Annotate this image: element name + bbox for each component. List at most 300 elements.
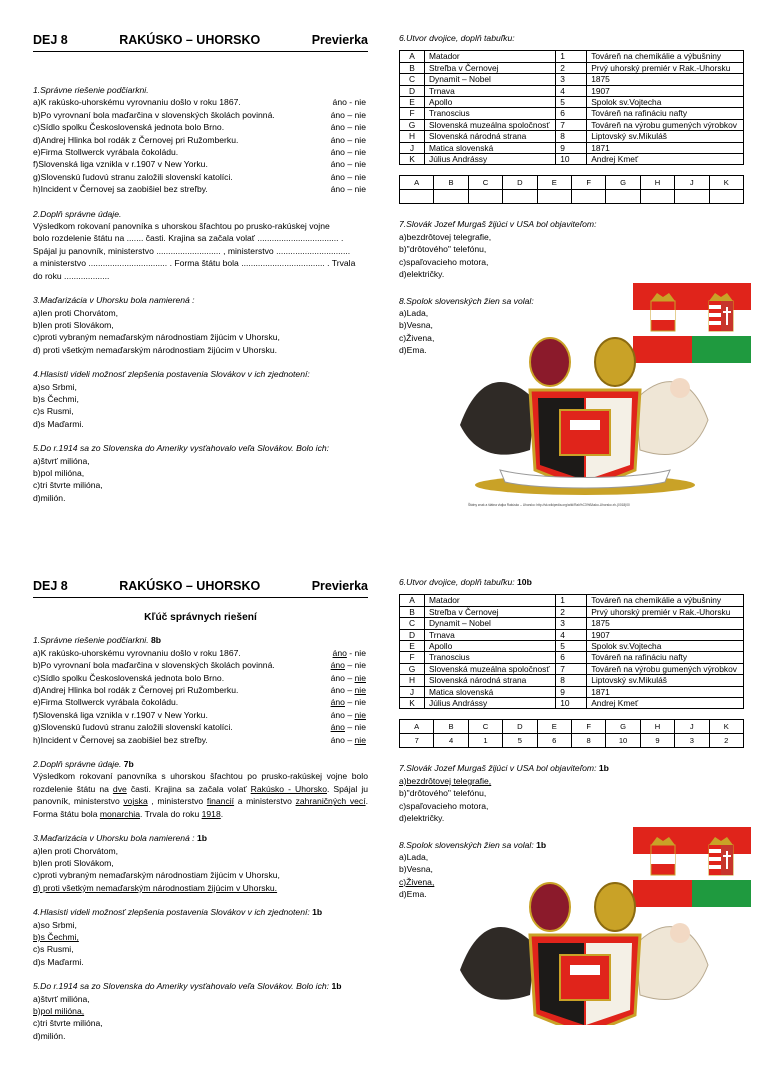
answer-option: d)milión. xyxy=(33,1030,66,1041)
pairs-row xyxy=(400,629,744,640)
pairs-row xyxy=(400,606,744,617)
pair-right: Továreň na chemikálie a výbušniny xyxy=(587,51,744,62)
pair-number: 1 xyxy=(556,595,587,606)
answer-options xyxy=(331,672,368,684)
question-7 xyxy=(399,762,629,824)
option-nie: nie xyxy=(354,647,366,658)
pairs-row xyxy=(400,641,744,652)
pair-left: Slovenská národná strana xyxy=(425,131,556,142)
blank-line: bolo rozdelenie štátu na ....... časti. Krajina sa začala volať .................................. . xyxy=(33,233,344,244)
answer-option: b)Vesna, xyxy=(399,864,433,875)
answer-option: b)len proti Slovákom, xyxy=(33,857,114,868)
question-3 xyxy=(33,832,368,894)
pair-left: Dynamit – Nobel xyxy=(425,618,556,629)
option-nie: nie xyxy=(354,722,366,733)
pair-right: Prvý uhorský premiér v Rak.-Uhorsku xyxy=(587,606,744,617)
option-ano: áno xyxy=(330,159,345,170)
option-nie: nie xyxy=(354,134,366,145)
pair-left: Streľba v Černovej xyxy=(425,606,556,617)
pairs-row xyxy=(400,686,744,697)
pairs-row xyxy=(400,595,744,606)
pair-right: Andrej Kmeť xyxy=(587,154,744,165)
grid-answer: 2 xyxy=(709,734,743,748)
grid-letter: A xyxy=(400,720,434,734)
grid-answer: 7 xyxy=(400,734,434,748)
test-type: Previerka xyxy=(311,579,368,593)
pair-right: 1907 xyxy=(587,629,744,640)
question-title: 4.Hlasisti videli možnosť zlepšenia postavenia Slovákov v ich zjednotení: 1b xyxy=(33,907,323,918)
lesson-label: DEJ 8 xyxy=(33,33,68,47)
question-title: 8.Spolok slovenských žien sa volal: 1b xyxy=(399,839,547,850)
option-nie: nie xyxy=(354,734,366,745)
answer-option: a)bezdrôtovej telegrafie, xyxy=(399,231,492,242)
option-separator: – xyxy=(344,122,355,133)
pair-right: Liptovský sv.Mikuláš xyxy=(587,675,744,686)
pair-number: 8 xyxy=(556,675,587,686)
question-title: 5.Do r.1914 sa zo Slovenska do Ameriky vysťahovalo veľa Slovákov. Bolo ich: xyxy=(33,443,330,454)
pairs-row xyxy=(400,663,744,674)
grid-letters-row xyxy=(400,720,744,734)
blank-line: a ministerstvo ................................. . Forma štátu bola ................................... . Trvala xyxy=(33,258,356,269)
pair-number: 2 xyxy=(556,62,587,73)
question-3 xyxy=(33,294,368,356)
grid-answer xyxy=(675,190,709,204)
pairs-row xyxy=(400,131,744,142)
statement-text: d)Andrej Hlinka bol rodák z Černovej pri Ružomberku. xyxy=(33,685,239,696)
option-nie: nie xyxy=(354,171,366,182)
option-ano: áno xyxy=(330,734,345,745)
pair-right: Spolok sv.Vojtecha xyxy=(587,97,744,108)
question-6-title: 6.Utvor dvojice, doplň tabuľku: 10b xyxy=(399,577,532,587)
blank-line: do roku ................... xyxy=(33,270,110,281)
option-separator: – xyxy=(344,109,355,120)
grid-answers-row xyxy=(400,734,744,748)
grid-letter: B xyxy=(434,720,468,734)
option-separator: – xyxy=(344,171,355,182)
answer-options xyxy=(331,134,368,146)
topic-title: RAKÚSKO – UHORSKO xyxy=(119,33,261,47)
statement-row xyxy=(33,721,368,733)
points: 7b xyxy=(123,759,134,770)
statement-row xyxy=(33,146,368,158)
statement-row xyxy=(33,684,368,696)
topic-title: RAKÚSKO – UHORSKO xyxy=(119,579,261,593)
option-ano: áno xyxy=(330,697,345,708)
answer-option: c)tri štvrte milióna, xyxy=(33,480,103,491)
pairs-row xyxy=(400,108,744,119)
answer-option: d)Ema. xyxy=(399,889,427,900)
option-ano: áno xyxy=(332,647,347,658)
pair-left: Trnava xyxy=(425,629,556,640)
option-nie: nie xyxy=(354,685,366,696)
grid-letter: K xyxy=(709,176,743,190)
statement-row xyxy=(33,96,368,108)
test-type: Previerka xyxy=(311,33,368,47)
statement-row xyxy=(33,158,368,170)
pair-left: Július Andrássy xyxy=(425,698,556,709)
points: 10b xyxy=(517,577,532,587)
answer-key-sheet xyxy=(0,565,768,1077)
option-ano: áno xyxy=(330,660,345,671)
pair-number: 1 xyxy=(556,51,587,62)
answer-option: b)pol milióna, xyxy=(33,467,85,478)
grid-letter: A xyxy=(400,176,434,190)
pair-number: 7 xyxy=(556,663,587,674)
answer-option: c)s Rusmi, xyxy=(33,406,74,417)
coat-of-arms-image xyxy=(440,875,730,1025)
answer-option: c)proti vybraným nemaďarským národnostiam žijúcim v Uhorsku, xyxy=(33,332,280,343)
header xyxy=(33,578,368,598)
pair-left: Dynamit – Nobel xyxy=(425,74,556,85)
answer-grid xyxy=(399,175,744,204)
answer-option: a)len proti Chorvátom, xyxy=(33,307,119,318)
answer-option: d)s Maďarmi. xyxy=(33,956,84,967)
pair-left: Július Andrássy xyxy=(425,154,556,165)
option-separator: – xyxy=(344,685,355,696)
pair-number: 3 xyxy=(556,74,587,85)
statement-text: c)Sídlo spolku Československá jednota bolo Brno. xyxy=(33,672,225,683)
option-nie: nie xyxy=(354,159,366,170)
statement-text: d)Andrej Hlinka bol rodák z Černovej pri Ružomberku. xyxy=(33,134,239,145)
question-6-title: 6.Utvor dvojice, doplň tabuľku: xyxy=(399,33,515,43)
pair-number: 8 xyxy=(556,131,587,142)
pair-left: Slovenská národná strana xyxy=(425,675,556,686)
points: 1b xyxy=(331,981,342,992)
answer-option: c)Živena, xyxy=(399,332,435,343)
grid-answers-row xyxy=(400,190,744,204)
pair-right: Andrej Kmeť xyxy=(587,698,744,709)
pair-right: Spolok sv.Vojtecha xyxy=(587,641,744,652)
option-ano: áno xyxy=(330,722,345,733)
points: 1b xyxy=(598,763,609,774)
answer-options xyxy=(331,659,368,671)
option-ano: áno xyxy=(330,709,345,720)
pair-right: 1875 xyxy=(587,74,744,85)
option-ano: áno xyxy=(330,122,345,133)
grid-letter: J xyxy=(675,176,709,190)
statement-row xyxy=(33,171,368,183)
pair-number: 10 xyxy=(556,698,587,709)
grid-answer xyxy=(709,190,743,204)
pairs-table xyxy=(399,594,744,709)
answer-option: a)Lada, xyxy=(399,851,429,862)
coat-of-arms-image xyxy=(440,330,730,500)
pair-left: Apollo xyxy=(425,641,556,652)
option-separator: – xyxy=(344,697,355,708)
grid-answer xyxy=(503,190,537,204)
pair-letter: B xyxy=(400,606,425,617)
question-4 xyxy=(33,906,368,968)
option-separator: – xyxy=(344,734,355,745)
statement-text: h)Incident v Černovej sa zaobišiel bez streľby. xyxy=(33,184,208,195)
pair-right: 1871 xyxy=(587,142,744,153)
answer-option: b)pol milióna, xyxy=(33,1005,85,1016)
option-separator: – xyxy=(344,147,355,158)
statement-row xyxy=(33,709,368,721)
pairs-table xyxy=(399,50,744,165)
image-credit: Štátny znak a štátna vlajka Rakúsko – Uhorsko: http://sk.wikipedia.org/wiki/Rak%C3%BAsko-Uhorsko zh-(0018)00 xyxy=(468,503,630,507)
pair-number: 10 xyxy=(556,154,587,165)
question-title: 8.Spolok slovenských žien sa volal: xyxy=(399,295,534,306)
statement-text: f)Slovenská liga vznikla v r.1907 v New Yorku. xyxy=(33,159,208,170)
question-title: 2.Doplň správne údaje. 7b xyxy=(33,759,134,770)
pair-number: 5 xyxy=(556,97,587,108)
answer-option: a)štvrť milióna, xyxy=(33,455,90,466)
question-1 xyxy=(33,84,368,196)
option-separator: - xyxy=(346,647,355,658)
option-separator: – xyxy=(344,672,355,683)
answer-options xyxy=(331,171,368,183)
pair-number: 9 xyxy=(556,686,587,697)
pair-letter: J xyxy=(400,686,425,697)
pairs-row xyxy=(400,85,744,96)
question-title: 1.Správne riešenie podčiarkni. xyxy=(33,85,149,95)
blank-line: Spájal ju panovník, ministerstvo ........................... , ministerstvo ............................... xyxy=(33,245,351,256)
answer-key-title: Kľúč správnych riešení xyxy=(144,612,257,623)
answer-option: a)bezdrôtovej telegrafie, xyxy=(399,775,492,786)
question-title: 5.Do r.1914 sa zo Slovenska do Ameriky vysťahovalo veľa Slovákov. Bolo ich: 1b xyxy=(33,981,342,992)
option-ano: áno xyxy=(330,109,345,120)
answer-option: d) proti všetkým nemaďarským národnostiam žijúcim v Uhorsku. xyxy=(33,882,278,893)
option-nie: nie xyxy=(354,697,366,708)
answer-option: c)s Rusmi, xyxy=(33,944,74,955)
question-2 xyxy=(33,758,368,820)
grid-answer xyxy=(400,190,434,204)
pairs-row xyxy=(400,119,744,130)
statement-row xyxy=(33,121,368,133)
grid-letter: F xyxy=(571,720,605,734)
statement-text: e)Firma Stollwerck vyrábala čokoládu. xyxy=(33,697,179,708)
pair-letter: F xyxy=(400,108,425,119)
pair-right: Továreň na rafináciu nafty xyxy=(587,108,744,119)
pair-number: 3 xyxy=(556,618,587,629)
grid-letter: E xyxy=(537,176,571,190)
pair-number: 4 xyxy=(556,629,587,640)
pair-number: 6 xyxy=(556,108,587,119)
pair-letter: C xyxy=(400,74,425,85)
option-nie: nie xyxy=(354,147,366,158)
pair-letter: K xyxy=(400,698,425,709)
pair-left: Tranoscius xyxy=(425,652,556,663)
answer-options xyxy=(331,684,368,696)
question-title: 3.Maďarizácia v Uhorsku bola namierená : xyxy=(33,295,195,306)
answer-option: c)tri štvrte milióna, xyxy=(33,1018,103,1029)
answer-option: b)"drôtového" telefónu, xyxy=(399,788,487,799)
grid-answer xyxy=(571,190,605,204)
option-nie: nie xyxy=(354,97,366,108)
option-separator: - xyxy=(346,97,355,108)
pair-letter: D xyxy=(400,629,425,640)
pair-letter: B xyxy=(400,62,425,73)
answer-option: c)spaľovacieho motora, xyxy=(399,256,489,267)
pairs-row xyxy=(400,652,744,663)
grid-letter: C xyxy=(468,176,502,190)
question-title: 3.Maďarizácia v Uhorsku bola namierená : 1b xyxy=(33,833,207,844)
pair-letter: F xyxy=(400,652,425,663)
option-nie: nie xyxy=(354,109,366,120)
answer-option: a)štvrť milióna, xyxy=(33,993,90,1004)
pair-number: 6 xyxy=(556,652,587,663)
pairs-row xyxy=(400,74,744,85)
answer-option: c)proti vybraným nemaďarským národnostiam žijúcim v Uhorsku, xyxy=(33,870,280,881)
question-title: 2.Doplň správne údaje. xyxy=(33,208,122,219)
pair-left: Tranoscius xyxy=(425,108,556,119)
pairs-row xyxy=(400,154,744,165)
statement-text: h)Incident v Černovej sa zaobišiel bez streľby. xyxy=(33,734,208,745)
grid-answer xyxy=(537,190,571,204)
pair-letter: A xyxy=(400,595,425,606)
pair-left: Slovenská muzeálna spoločnosť xyxy=(425,663,556,674)
grid-answer: 8 xyxy=(571,734,605,748)
pair-number: 4 xyxy=(556,85,587,96)
answer-options xyxy=(331,109,368,121)
statement-text: a)K rakúsko-uhorskému vyrovnaniu došlo v roku 1867. xyxy=(33,97,241,108)
statement-row xyxy=(33,659,368,671)
question-title: 7.Slovák Jozef Murgaš žijúci v USA bol objaviteľom: 1b xyxy=(399,763,609,774)
statement-text: e)Firma Stollwerck vyrábala čokoládu. xyxy=(33,147,179,158)
points: 1b xyxy=(536,839,547,850)
option-ano: áno xyxy=(330,147,345,158)
grid-letter: D xyxy=(503,176,537,190)
question-1 xyxy=(33,634,368,746)
grid-answer xyxy=(468,190,502,204)
option-ano: áno xyxy=(330,685,345,696)
answer-options xyxy=(331,709,368,721)
grid-letter: F xyxy=(571,176,605,190)
grid-answer: 1 xyxy=(468,734,502,748)
pairs-row xyxy=(400,51,744,62)
statement-text: b)Po vyrovnaní bola maďarčina v slovenských školách povinná. xyxy=(33,109,275,120)
grid-letter: K xyxy=(709,720,743,734)
pair-right: Liptovský sv.Mikuláš xyxy=(587,131,744,142)
answer-option: b)len proti Slovákom, xyxy=(33,319,114,330)
test-sheet xyxy=(0,0,768,512)
option-separator: – xyxy=(344,159,355,170)
answer-option: b)Vesna, xyxy=(399,320,433,331)
filled-paragraph: Výsledkom rokovaní panovníka s uhorskou šľachtou po prusko-rakúskej vojne bolo rozdelenie štátu na dve časti. Krajina sa začala volať Rakúsko - Uhorsko. Spájal ju panovník, ministerstvo vojska , ministerstvo financií a ministerstvo zahraničných vecí. Forma štátu bola monarchia. Trvala do roku 1918. xyxy=(33,771,369,819)
pair-letter: H xyxy=(400,675,425,686)
grid-letter: G xyxy=(606,176,640,190)
option-nie: nie xyxy=(354,672,366,683)
answer-option: d)električky. xyxy=(399,269,445,280)
pair-number: 5 xyxy=(556,641,587,652)
pair-letter: H xyxy=(400,131,425,142)
grid-letters-row xyxy=(400,176,744,190)
statement-text: g)Slovenskú ľudovú stranu založili slovenskí katolíci. xyxy=(33,722,233,733)
answer-option: d)s Maďarmi. xyxy=(33,418,84,429)
answer-option: a)len proti Chorvátom, xyxy=(33,845,119,856)
question-2 xyxy=(33,208,368,282)
answer-option: d) proti všetkým nemaďarským národnostiam žijúcim v Uhorsku. xyxy=(33,344,278,355)
grid-answer: 10 xyxy=(606,734,640,748)
answer-option: d)Ema. xyxy=(399,345,427,356)
statement-row xyxy=(33,696,368,708)
pair-right: 1871 xyxy=(587,686,744,697)
statement-row xyxy=(33,134,368,146)
answer-options xyxy=(331,146,368,158)
answer-options xyxy=(331,721,368,733)
option-ano: áno xyxy=(330,171,345,182)
grid-letter: H xyxy=(640,720,674,734)
grid-letter: E xyxy=(537,720,571,734)
grid-answer: 4 xyxy=(434,734,468,748)
option-nie: nie xyxy=(354,709,366,720)
pairs-row xyxy=(400,618,744,629)
answer-grid xyxy=(399,719,744,748)
pair-left: Matador xyxy=(425,595,556,606)
grid-answer: 5 xyxy=(503,734,537,748)
pair-letter: A xyxy=(400,51,425,62)
answer-option: a)so Srbmi, xyxy=(33,919,77,930)
answer-option: a)Lada, xyxy=(399,307,429,318)
answer-options xyxy=(333,96,368,108)
pair-left: Matica slovenská xyxy=(425,142,556,153)
pair-left: Matador xyxy=(425,51,556,62)
option-nie: nie xyxy=(354,184,366,195)
option-separator: – xyxy=(344,709,355,720)
pair-left: Trnava xyxy=(425,85,556,96)
pairs-row xyxy=(400,97,744,108)
grid-answer xyxy=(606,190,640,204)
option-nie: nie xyxy=(354,660,366,671)
option-separator: – xyxy=(344,184,355,195)
grid-letter: J xyxy=(675,720,709,734)
question-4 xyxy=(33,368,368,430)
pair-letter: E xyxy=(400,641,425,652)
statement-row xyxy=(33,183,368,195)
pair-right: Továreň na rafináciu nafty xyxy=(587,652,744,663)
grid-answer xyxy=(640,190,674,204)
pair-left: Streľba v Černovej xyxy=(425,62,556,73)
pair-letter: E xyxy=(400,97,425,108)
pair-right: Továreň na chemikálie a výbušniny xyxy=(587,595,744,606)
question-5 xyxy=(33,980,368,1042)
pair-right: Továreň na výrobu gumených výrobkov xyxy=(587,663,744,674)
statement-text: c)Sídlo spolku Československá jednota bolo Brno. xyxy=(33,122,225,133)
option-ano: áno xyxy=(332,97,347,108)
option-separator: – xyxy=(344,722,355,733)
answer-options xyxy=(331,121,368,133)
answer-option: d)milión. xyxy=(33,492,66,503)
answer-option: b)s Čechmi, xyxy=(33,393,79,404)
answer-option: c)spaľovacieho motora, xyxy=(399,800,489,811)
option-ano: áno xyxy=(330,134,345,145)
blank-line: Výsledkom rokovaní panovníka s uhorskou šľachtou po prusko-rakúskej vojne xyxy=(33,221,330,232)
pair-number: 9 xyxy=(556,142,587,153)
pair-letter: G xyxy=(400,119,425,130)
pairs-row xyxy=(400,675,744,686)
question-title: 4.Hlasisti videli možnosť zlepšenia postavenia Slovákov v ich zjednotení: xyxy=(33,369,310,380)
pair-right: Továreň na výrobu gumených výrobkov xyxy=(587,119,744,130)
question-title: 7.Slovák Jozef Murgaš žijúci v USA bol objaviteľom: xyxy=(399,219,597,230)
statement-text: a)K rakúsko-uhorskému vyrovnaniu došlo v roku 1867. xyxy=(33,647,241,658)
answer-options xyxy=(331,734,368,746)
answer-options xyxy=(331,696,368,708)
pair-left: Matica slovenská xyxy=(425,686,556,697)
grid-answer: 9 xyxy=(640,734,674,748)
points: 1b xyxy=(312,907,323,918)
points: 8b xyxy=(151,635,162,646)
statement-row xyxy=(33,672,368,684)
answer-option: a)so Srbmi, xyxy=(33,381,77,392)
pairs-row xyxy=(400,62,744,73)
grid-letter: H xyxy=(640,176,674,190)
grid-letter: B xyxy=(434,176,468,190)
statement-row xyxy=(33,647,368,659)
pair-left: Apollo xyxy=(425,97,556,108)
question-5 xyxy=(33,442,368,504)
statement-text: b)Po vyrovnaní bola maďarčina v slovenských školách povinná. xyxy=(33,660,275,671)
